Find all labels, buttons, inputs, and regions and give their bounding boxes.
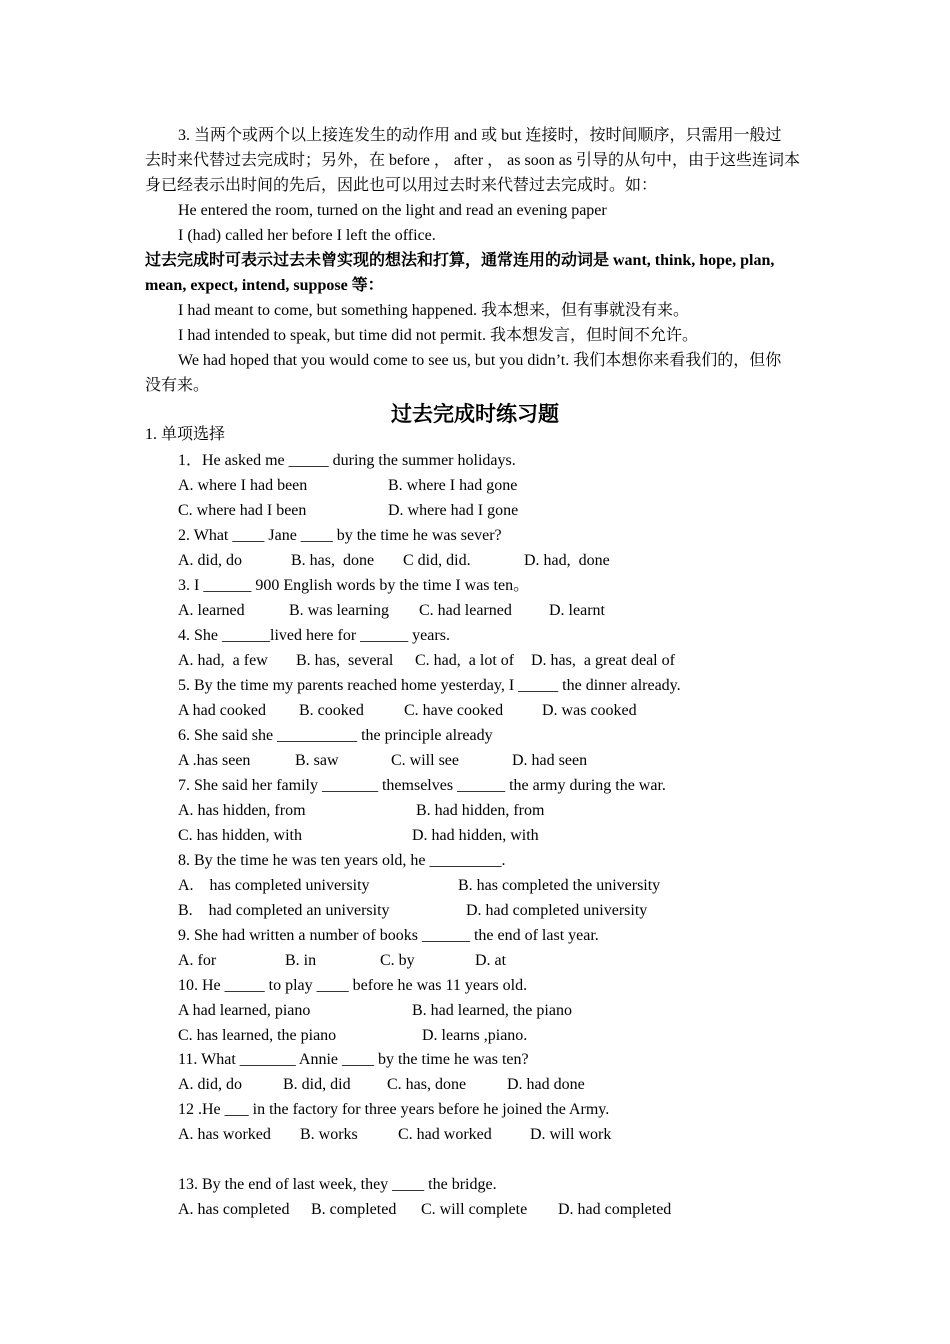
q10-option-c: C. has learned, the piano: [178, 1027, 337, 1044]
q8-option-c: B. had completed an university: [178, 902, 390, 919]
q10-option-a: A had learned, piano: [178, 1002, 311, 1019]
q9-option-d: D. at: [475, 952, 507, 969]
example-sentence-5-line1: We had hoped that you would come to see us, but you didn’t. 我们本想你来看我们的，但你: [178, 352, 782, 369]
section-heading: 1. 单项选择: [145, 426, 226, 443]
rule3-line3: 身已经表示出时间的先后，因此也可以用过去时来代替过去完成时。如：: [145, 177, 658, 194]
q1-option-a: A. where I had been: [178, 477, 308, 494]
question-13: 13. By the end of last week, they ____ the bridge.: [178, 1176, 497, 1193]
question-1: 1．He asked me _____ during the summer holidays.: [178, 452, 516, 469]
q5-option-d: D. was cooked: [542, 702, 637, 719]
q11-option-b: B. did, did: [283, 1076, 351, 1093]
q3-option-b: B. was learning: [289, 602, 389, 619]
q7-option-d: D. had hidden, with: [412, 827, 539, 844]
question-7: 7. She said her family _______ themselves ______ the army during the war.: [178, 777, 666, 794]
q4-option-a: A. had, a few: [178, 652, 268, 669]
q12-option-c: C. had worked: [398, 1126, 492, 1143]
q1-option-c: C. where had I been: [178, 502, 307, 519]
q6-option-c: C. will see: [391, 752, 459, 769]
rule3-line2: 去时来代替过去完成时；另外，在 before ， after ， as soon as 引导的从句中，由于这些连词本: [145, 152, 801, 169]
q13-option-a: A. has completed: [178, 1201, 290, 1218]
q3-option-c: C. had learned: [419, 602, 512, 619]
q11-option-a: A. did, do: [178, 1076, 242, 1093]
q7-option-a: A. has hidden, from: [178, 802, 306, 819]
question-9: 9. She had written a number of books ______ the end of last year.: [178, 927, 599, 944]
question-11: 11. What _______ Annie ____ by the time he was ten?: [178, 1051, 529, 1068]
bold-rule-line1: 过去完成时可表示过去未曾实现的想法和打算，通常连用的动词是 want, think, hope, plan,: [145, 252, 775, 269]
q3-option-a: A. learned: [178, 602, 245, 619]
q12-option-b: B. works: [300, 1126, 358, 1143]
q6-option-b: B. saw: [295, 752, 339, 769]
question-5: 5. By the time my parents reached home yesterday, I _____ the dinner already.: [178, 677, 681, 694]
q8-option-b: B. has completed the university: [458, 877, 661, 894]
q6-option-d: D. had seen: [512, 752, 588, 769]
q9-option-c: C. by: [380, 952, 415, 969]
question-2: 2. What ____ Jane ____ by the time he was sever?: [178, 527, 502, 544]
q13-option-c: C. will complete: [421, 1201, 528, 1218]
q7-option-b: B. had hidden, from: [416, 802, 545, 819]
q4-option-c: C. had, a lot of: [415, 652, 515, 669]
q8-option-a: A. has completed university: [178, 877, 370, 894]
question-12: 12 .He ___ in the factory for three years before he joined the Army.: [178, 1101, 610, 1118]
question-3: 3. I ______ 900 English words by the time I was ten。: [178, 577, 530, 594]
bold-rule-line2: mean, expect, intend, suppose 等：: [145, 277, 384, 294]
q5-option-c: C. have cooked: [404, 702, 504, 719]
question-6: 6. She said she __________ the principle already: [178, 727, 493, 744]
q4-option-d: D. has, a great deal of: [531, 652, 675, 669]
q1-option-d: D. where had I gone: [388, 502, 519, 519]
q10-option-b: B. had learned, the piano: [412, 1002, 572, 1019]
question-4: 4. She ______lived here for ______ years.: [178, 627, 450, 644]
rule3-line1: 3. 当两个或两个以上接连发生的动作用 and 或 but 连接时，按时间顺序，只需用一般过: [178, 127, 782, 144]
q12-option-a: A. has worked: [178, 1126, 271, 1143]
q13-option-d: D. had completed: [558, 1201, 672, 1218]
q2-option-c: C did, did.: [403, 552, 471, 569]
q9-option-b: B. in: [285, 952, 317, 969]
q4-option-b: B. has, several: [296, 652, 394, 669]
q1-option-b: B. where I had gone: [388, 477, 518, 494]
q12-option-d: D. will work: [530, 1126, 612, 1143]
q11-option-c: C. has, done: [387, 1076, 467, 1093]
example-sentence-1: He entered the room, turned on the light and read an evening paper: [178, 202, 607, 219]
q6-option-a: A .has seen: [178, 752, 251, 769]
example-sentence-2: I (had) called her before I left the office.: [178, 227, 436, 244]
q2-option-d: D. had, done: [524, 552, 610, 569]
q5-option-a: A had cooked: [178, 702, 266, 719]
q5-option-b: B. cooked: [299, 702, 364, 719]
q3-option-d: D. learnt: [549, 602, 605, 619]
example-sentence-3: I had meant to come, but something happened. 我本想来，但有事就没有来。: [178, 302, 690, 319]
q9-option-a: A. for: [178, 952, 217, 969]
question-10: 10. He _____ to play ____ before he was 11 years old.: [178, 977, 528, 994]
q8-option-d: D. had completed university: [466, 902, 648, 919]
example-sentence-5-line2: 没有来。: [145, 377, 210, 394]
q2-option-b: B. has, done: [291, 552, 375, 569]
example-sentence-4: I had intended to speak, but time did not permit. 我本想发言，但时间不允许。: [178, 327, 698, 344]
q13-option-b: B. completed: [311, 1201, 397, 1218]
q7-option-c: C. has hidden, with: [178, 827, 302, 844]
q2-option-a: A. did, do: [178, 552, 242, 569]
exercise-title: 过去完成时练习题: [391, 402, 559, 426]
q10-option-d: D. learns ,piano.: [422, 1027, 528, 1044]
q11-option-d: D. had done: [507, 1076, 585, 1093]
question-8: 8. By the time he was ten years old, he _________.: [178, 852, 506, 869]
